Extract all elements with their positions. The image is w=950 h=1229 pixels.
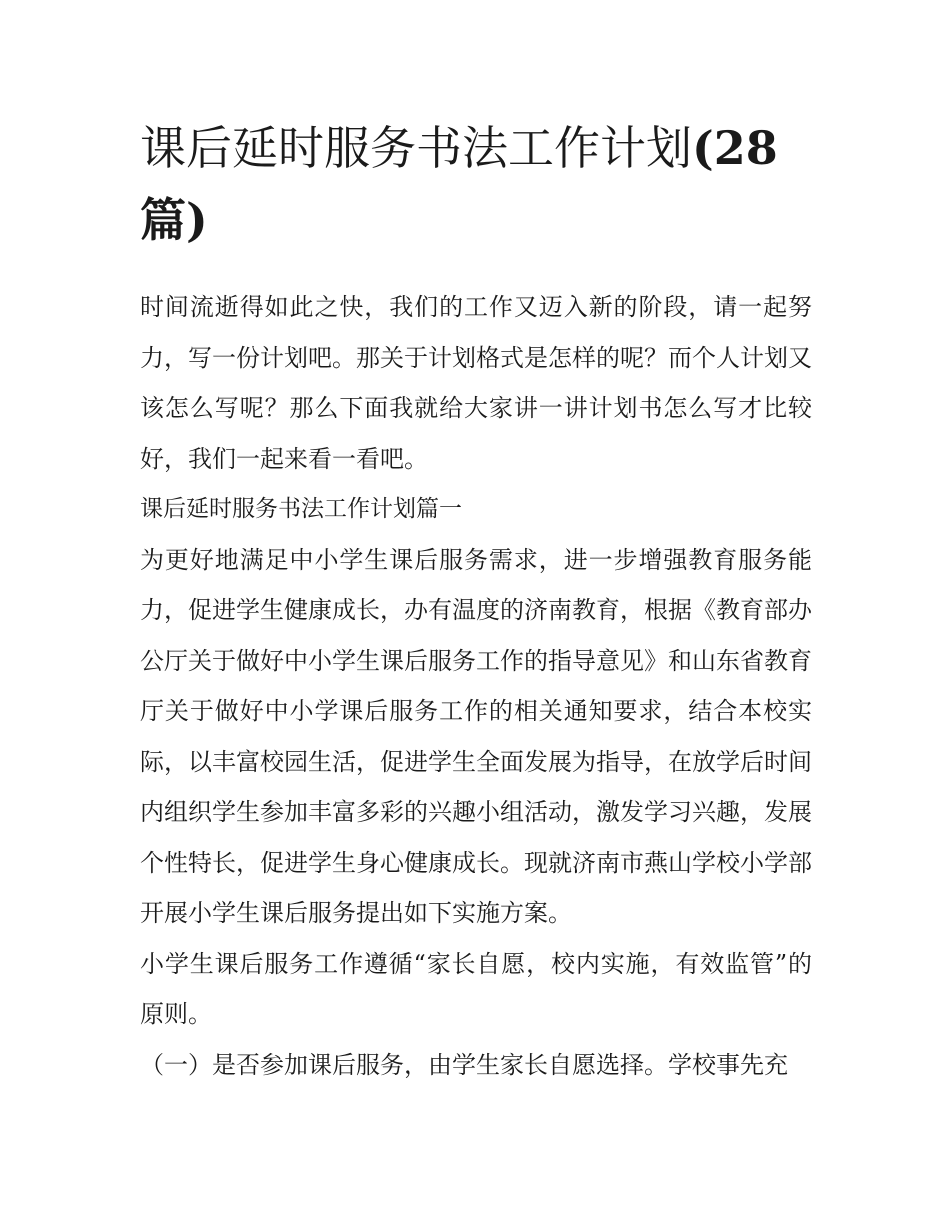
body-paragraph: 为更好地满足中小学生课后服务需求，进一步增强教育服务能力，促进学生健康成长，办有温度的济南教育，根据《教育部办公厅关于做好中小学生课后服务工作的指导意见》和山东省教育厅关于做好中小学课后服务工作的相关通知要求，结合本校实际，以丰富校园生活，促进学生全面发展为指导，在放学后时间内组织学生参加丰富多彩的兴趣小组活动，激发学习兴趣，发展个性特长，促进学生身心健康成长。现就济南市燕山学校小学部开展小学生课后服务提出如下实施方案。 xyxy=(140,545,812,927)
document-page xyxy=(140,112,812,1090)
intro-paragraph: 时间流逝得如此之快，我们的工作又迈入新的阶段，请一起努力，写一份计划吧。那关于计划格式是怎样的呢？而个人计划又该怎么写呢？那么下面我就给大家讲一讲计划书怎么写才比较好，我们一起来看一看吧。 xyxy=(140,293,812,473)
title-suffix: (28篇) xyxy=(140,121,778,247)
section-heading: 课后延时服务书法工作计划篇一 xyxy=(140,496,462,522)
document-body xyxy=(140,282,812,1090)
document-title xyxy=(140,112,812,256)
principle-paragraph: 小学生课后服务工作遵循“家长自愿，校内实施，有效监管”的原则。 xyxy=(140,949,812,1028)
title-main: 课后延时服务书法工作计划 xyxy=(140,121,692,175)
item-paragraph: （一）是否参加课后服务，由学生家长自愿选择。学校事先充 xyxy=(140,1050,788,1079)
